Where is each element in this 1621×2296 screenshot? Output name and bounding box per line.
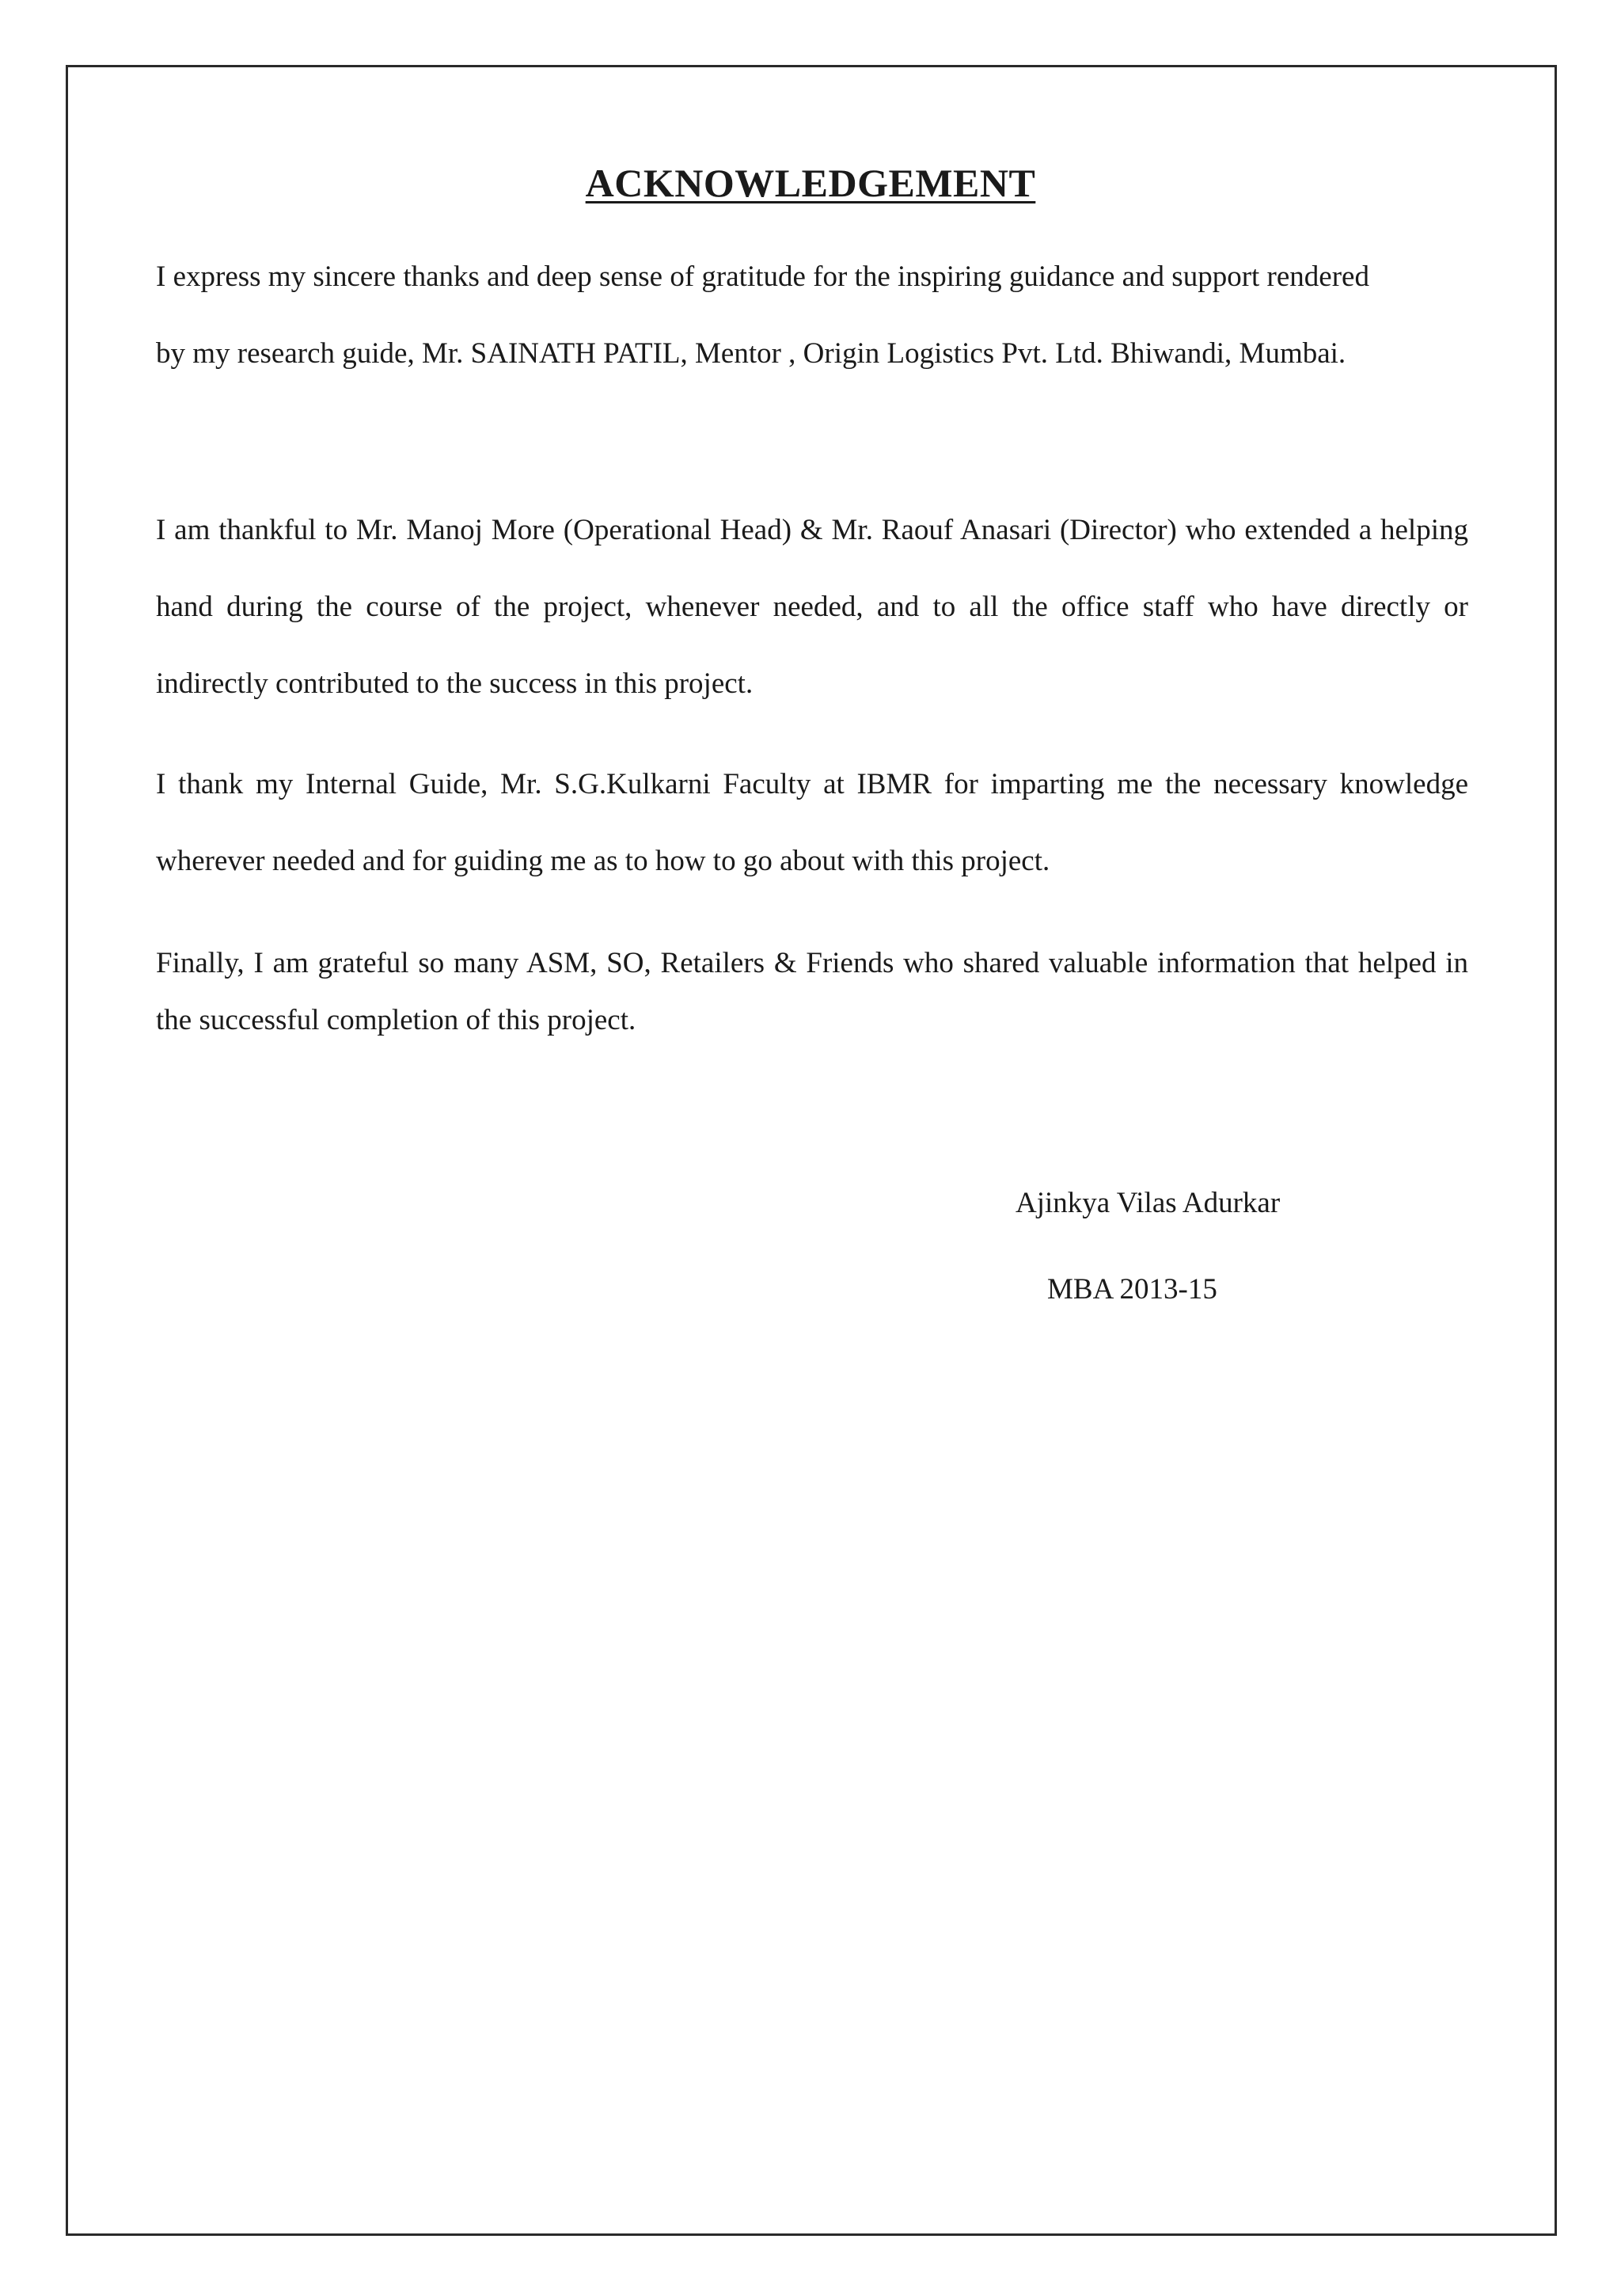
paragraph-final-thanks: Finally, I am grateful so many ASM, SO, Retailers & Friends who shared valuable information that helped in the successful completion of this project. [156,947,1468,1036]
paragraph-thanks-staff: I am thankful to Mr. Manoj More (Operational Head) & Mr. Raouf Anasari (Director) who extended a helping hand during the course of the project, whenever needed, and to all the office staff who have directly or indirectly contributed to the success in this project. [156,514,1468,700]
paragraph-internal-guide: I thank my Internal Guide, Mr. S.G.Kulkarni Faculty at IBMR for imparting me the necessary knowledge wherever needed and for guiding me as to how to go about with this project. [156,768,1468,877]
signature-name: Ajinkya Vilas Adurkar [1015,1187,1281,1219]
paragraph-gratitude-guide: I express my sincere thanks and deep sense of gratitude for the inspiring guidance and support rendered by my research guide, Mr. SAINATH PATIL, Mentor , Origin Logistics Pvt. Ltd. Bhiwandi, Mumbai. [156,260,1369,370]
page-title: ACKNOWLEDGEMENT [585,161,1036,205]
signature-course: MBA 2013-15 [1047,1273,1217,1306]
